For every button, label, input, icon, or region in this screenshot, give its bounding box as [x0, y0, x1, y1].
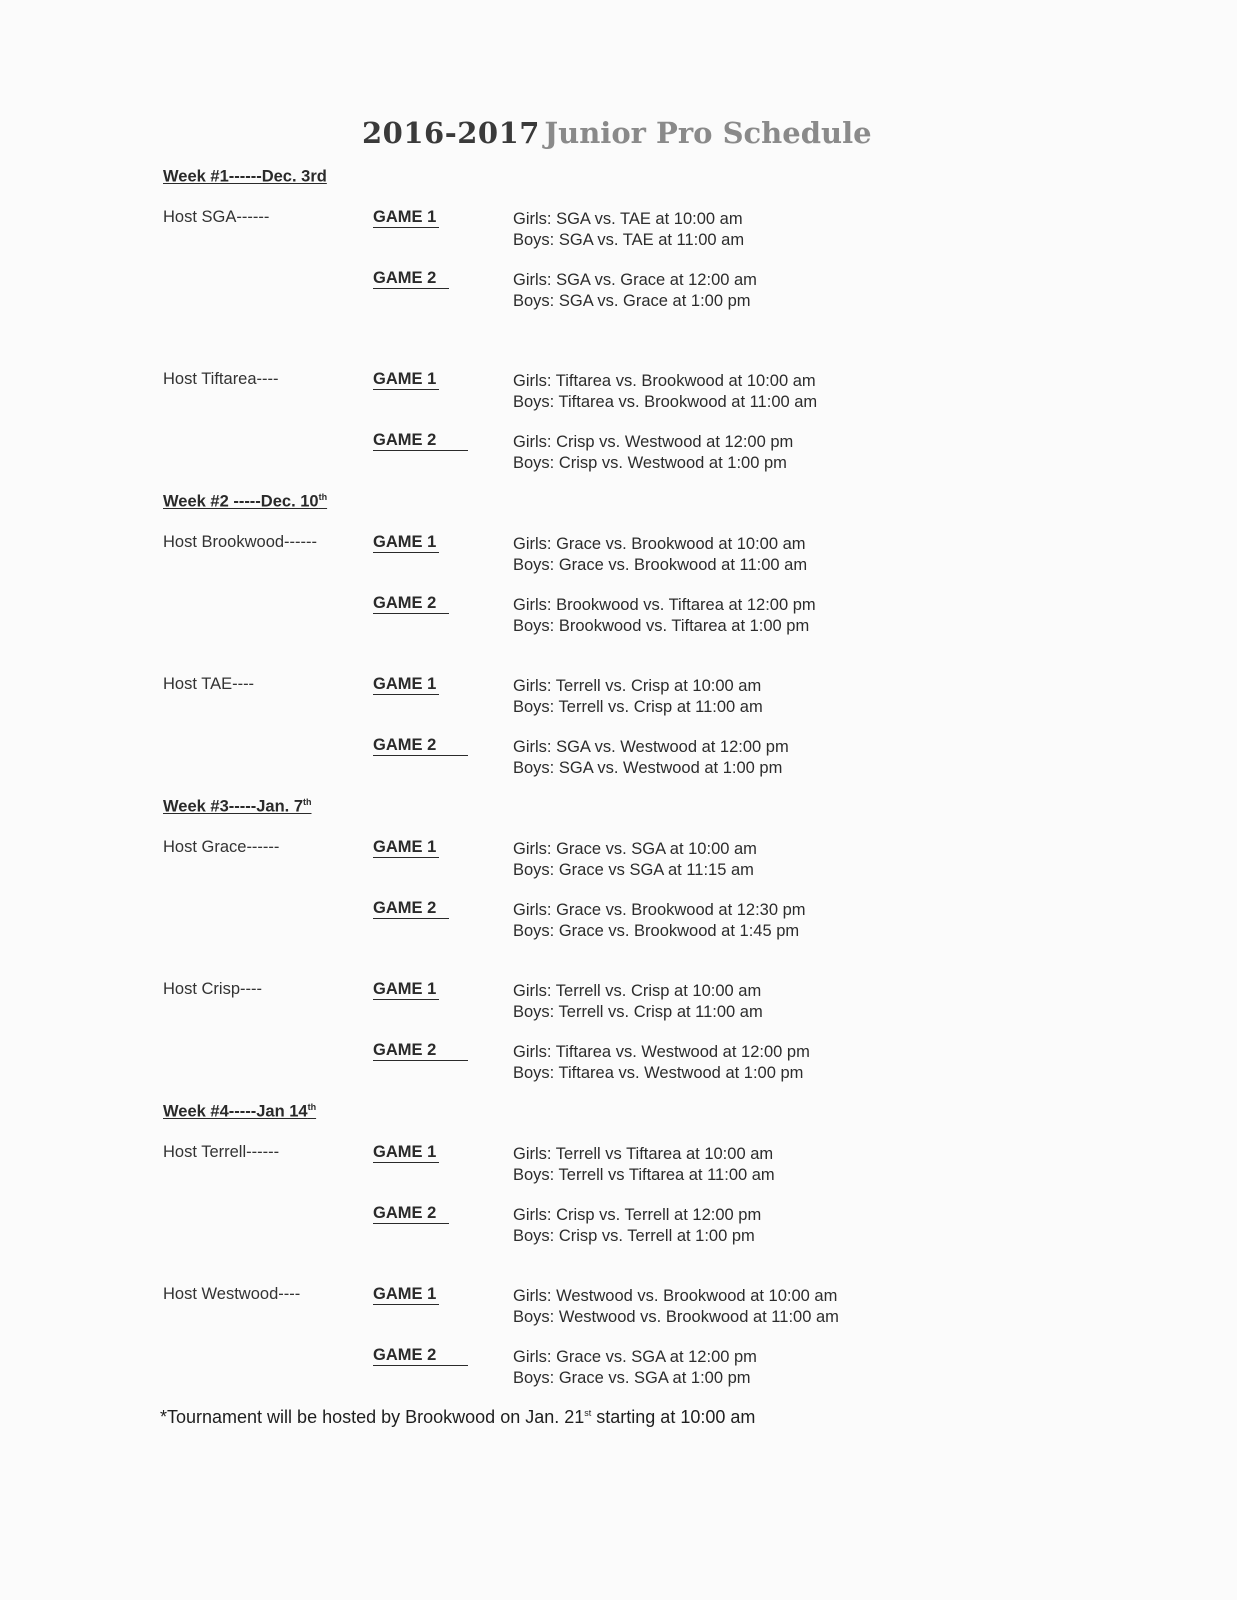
host-label: Host Terrell------ — [163, 1143, 280, 1161]
boys-game-line: Boys: Terrell vs Tiftarea at 11:00 am — [513, 1166, 775, 1184]
boys-game-line: Boys: SGA vs. Grace at 1:00 pm — [513, 292, 751, 310]
boys-game-line: Boys: Terrell vs. Crisp at 11:00 am — [513, 1003, 763, 1021]
boys-game-line: Boys: Westwood vs. Brookwood at 11:00 am — [513, 1308, 839, 1326]
girls-game-line: Girls: Brookwood vs. Tiftarea at 12:00 pm — [513, 596, 816, 614]
girls-game-line: Girls: Tiftarea vs. Brookwood at 10:00 am — [513, 372, 816, 390]
girls-game-line: Girls: SGA vs. Grace at 12:00 am — [513, 271, 757, 289]
week-heading: Week #3-----Jan. 7th — [163, 797, 312, 816]
host-label: Host Westwood---- — [163, 1285, 301, 1303]
host-label: Host Tiftarea---- — [163, 370, 279, 388]
game-label: GAME 2 — [373, 1205, 449, 1224]
girls-game-line: Girls: Tiftarea vs. Westwood at 12:00 pm — [513, 1043, 810, 1061]
game-label: GAME 2 — [373, 900, 449, 919]
host-label: Host Brookwood------ — [163, 533, 318, 551]
game-label: GAME 1 — [373, 676, 439, 695]
boys-game-line: Boys: Terrell vs. Crisp at 11:00 am — [513, 698, 763, 716]
boys-game-line: Boys: Grace vs SGA at 11:15 am — [513, 861, 754, 879]
game-label: GAME 1 — [373, 534, 439, 553]
game-label: GAME 2 — [373, 595, 449, 614]
boys-game-line: Boys: Tiftarea vs. Westwood at 1:00 pm — [513, 1064, 804, 1082]
page-title — [362, 116, 872, 150]
girls-game-line: Girls: Grace vs. SGA at 10:00 am — [513, 840, 757, 858]
boys-game-line: Boys: Crisp vs. Terrell at 1:00 pm — [513, 1227, 755, 1245]
boys-game-line: Boys: Grace vs. Brookwood at 11:00 am — [513, 556, 808, 574]
game-label: GAME 2 — [373, 737, 468, 756]
game-label: GAME 2 — [373, 270, 449, 289]
game-label: GAME 2 — [373, 1042, 468, 1061]
title-years: 2016-2017 — [362, 116, 540, 150]
tournament-note: *Tournament will be hosted by Brookwood on Jan. 21st starting at 10:00 am — [160, 1407, 756, 1427]
boys-game-line: Boys: Tiftarea vs. Brookwood at 11:00 am — [513, 393, 818, 411]
host-label: Host Grace------ — [163, 838, 280, 856]
girls-game-line: Girls: Grace vs. Brookwood at 12:30 pm — [513, 901, 806, 919]
girls-game-line: Girls: Grace vs. SGA at 12:00 pm — [513, 1348, 757, 1366]
host-label: Host TAE---- — [163, 675, 255, 693]
girls-game-line: Girls: Grace vs. Brookwood at 10:00 am — [513, 535, 806, 553]
boys-game-line: Boys: Brookwood vs. Tiftarea at 1:00 pm — [513, 617, 810, 635]
game-label: GAME 1 — [373, 839, 439, 858]
girls-game-line: Girls: Westwood vs. Brookwood at 10:00 am — [513, 1287, 838, 1305]
title-main: Junior Pro Schedule — [544, 116, 872, 150]
girls-game-line: Girls: Terrell vs. Crisp at 10:00 am — [513, 677, 762, 695]
boys-game-line: Boys: SGA vs. TAE at 11:00 am — [513, 231, 745, 249]
game-label: GAME 1 — [373, 1144, 439, 1163]
boys-game-line: Boys: SGA vs. Westwood at 1:00 pm — [513, 759, 783, 777]
girls-game-line: Girls: SGA vs. Westwood at 12:00 pm — [513, 738, 789, 756]
game-label: GAME 1 — [373, 981, 439, 1000]
week-heading: Week #4-----Jan 14th — [163, 1102, 317, 1121]
boys-game-line: Boys: Grace vs. SGA at 1:00 pm — [513, 1369, 751, 1387]
game-label: GAME 1 — [373, 1286, 439, 1305]
week-heading: Week #2 -----Dec. 10th — [163, 492, 328, 511]
girls-game-line: Girls: Crisp vs. Westwood at 12:00 pm — [513, 433, 794, 451]
game-label: GAME 2 — [373, 1347, 468, 1366]
boys-game-line: Boys: Crisp vs. Westwood at 1:00 pm — [513, 454, 787, 472]
week-heading: Week #1------Dec. 3rd — [163, 167, 327, 186]
girls-game-line: Girls: Terrell vs. Crisp at 10:00 am — [513, 982, 762, 1000]
game-label: GAME 1 — [373, 371, 439, 390]
girls-game-line: Girls: Crisp vs. Terrell at 12:00 pm — [513, 1206, 762, 1224]
game-label: GAME 1 — [373, 209, 439, 228]
girls-game-line: Girls: Terrell vs Tiftarea at 10:00 am — [513, 1145, 774, 1163]
host-label: Host SGA------ — [163, 208, 270, 226]
host-label: Host Crisp---- — [163, 980, 262, 998]
boys-game-line: Boys: Grace vs. Brookwood at 1:45 pm — [513, 922, 800, 940]
game-label: GAME 2 — [373, 432, 468, 451]
girls-game-line: Girls: SGA vs. TAE at 10:00 am — [513, 210, 743, 228]
